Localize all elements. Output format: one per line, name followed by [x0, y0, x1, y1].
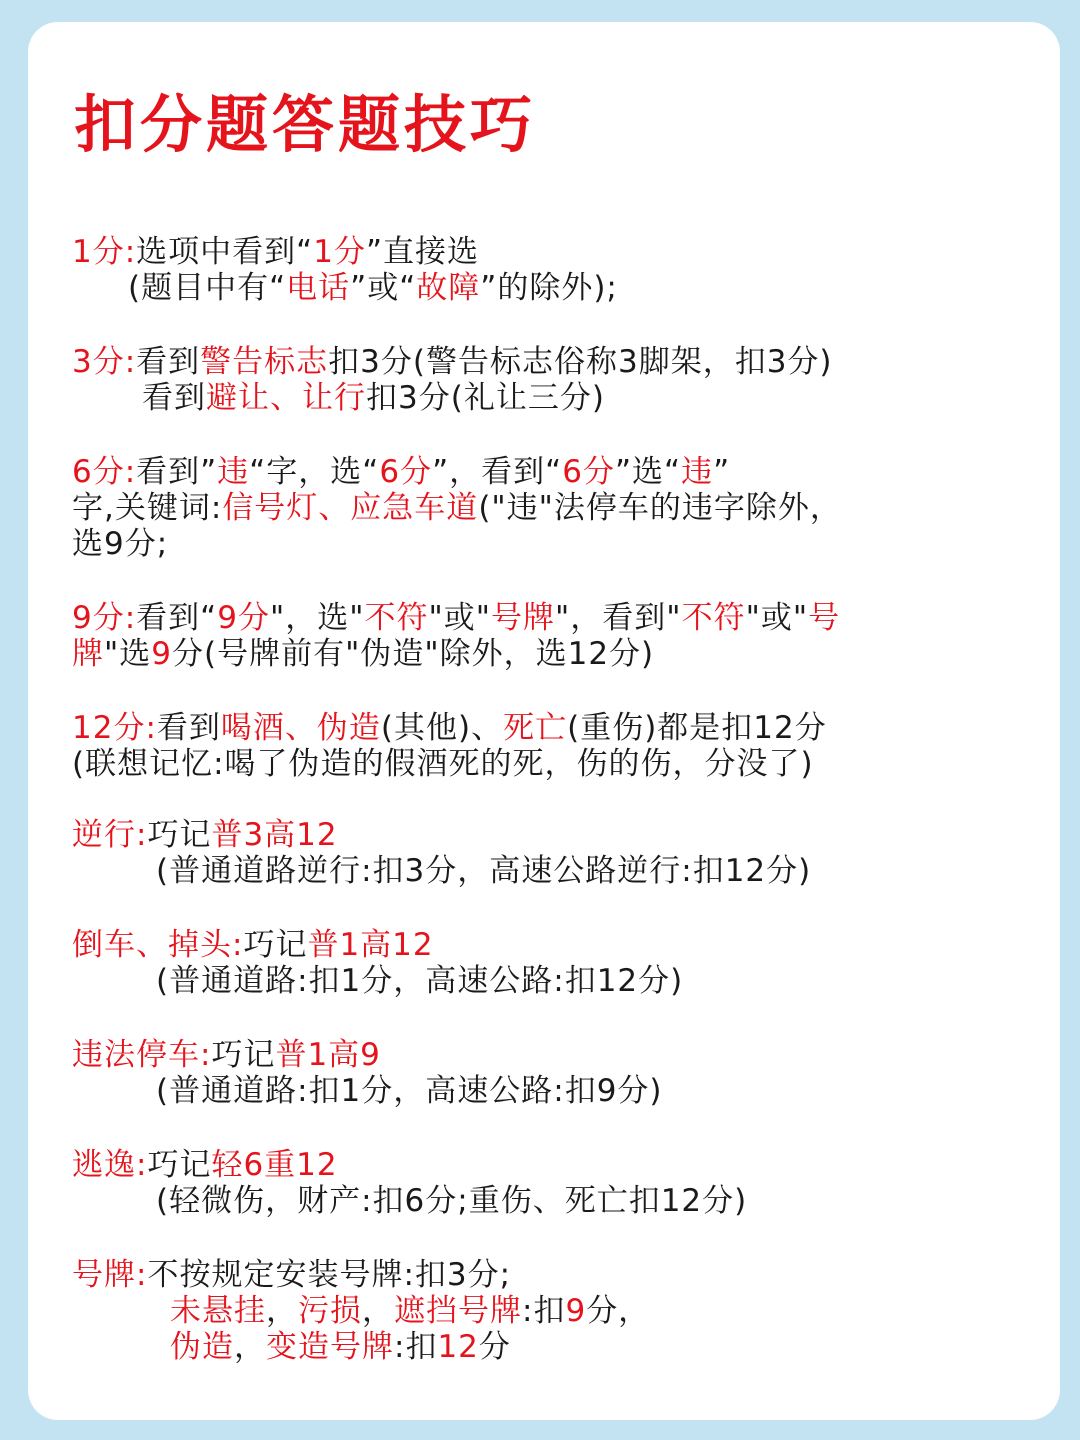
rule-line: [72, 1037, 1024, 1073]
page-title: 扣分题答题技巧: [74, 88, 537, 161]
highlight: 6分: [379, 454, 433, 490]
rule-text: 看到: [142, 380, 206, 416]
rule-12-points: [72, 710, 1024, 782]
rule-text: (重伤)都是扣12分: [567, 710, 827, 746]
rule-text: 分(号牌前有"伪造"除外，选12分): [172, 636, 655, 672]
content-card: [28, 22, 1060, 1420]
highlight: 喝酒、伪造: [220, 710, 381, 746]
rule-label: 逆行:: [72, 817, 148, 853]
highlight: 不符: [364, 600, 429, 636]
highlight: 9: [565, 1293, 587, 1329]
rule-line: [72, 927, 1024, 963]
rule-text: "，选": [269, 600, 365, 636]
highlight: 遮挡号牌: [394, 1293, 522, 1329]
rule-text: 扣3分(警告标志俗称3脚架，扣3分): [328, 344, 833, 380]
highlight: 故障: [416, 270, 481, 306]
rule-line: [72, 710, 1024, 746]
highlight: 违: [217, 454, 250, 490]
rule-text: 巧记: [211, 1037, 276, 1073]
rule-line: (普通道路:扣1分，高速公路:扣9分): [156, 1073, 663, 1109]
rule-line: [72, 1257, 1024, 1293]
rule-text: ”，看到“: [432, 454, 563, 490]
highlight: 普1高12: [307, 927, 434, 963]
rule-9-points: [72, 600, 1024, 672]
highlight: 6分: [562, 454, 615, 490]
highlight: 未悬挂: [170, 1293, 266, 1329]
rule-text: ”选“: [614, 454, 682, 490]
rule-text: ”直接选: [365, 234, 480, 270]
highlight: 死亡: [503, 710, 568, 746]
rule-label: 1分:: [72, 234, 137, 270]
highlight: 9: [151, 636, 172, 672]
rule-license-plate: [72, 1257, 1024, 1365]
rule-text: ("违"法停车的违字除外，: [478, 490, 842, 526]
rule-text: 扣3分(礼让三分): [366, 380, 605, 416]
rule-label: 号牌:: [72, 1257, 148, 1293]
rule-backing-uturn: [72, 927, 1024, 999]
rule-line: [72, 1147, 1024, 1183]
rule-line: [72, 380, 1024, 416]
rule-line: [72, 270, 1024, 306]
rule-text: 巧记: [147, 817, 212, 853]
rule-text: “字，选“: [249, 454, 380, 490]
rule-line: [72, 1329, 1024, 1365]
highlight: 信号灯、应急车道: [222, 490, 479, 526]
highlight: 1分: [313, 234, 366, 270]
rule-label: 9分:: [72, 600, 137, 636]
rule-line: 选9分;: [72, 526, 169, 562]
highlight: 违: [681, 454, 714, 490]
highlight: 普3高12: [211, 817, 338, 853]
rule-3-points: [72, 344, 1024, 416]
rule-line: [72, 490, 1024, 526]
rule-text: ”的除外);: [480, 270, 618, 306]
rule-text: "选: [104, 636, 152, 672]
highlight: 污损: [298, 1293, 362, 1329]
highlight: 号牌: [491, 600, 556, 636]
rule-text: :扣: [522, 1293, 566, 1329]
rule-line: (联想记忆:喝了伪造的假酒死的死，伤的伤，分没了): [72, 746, 814, 782]
rule-text: :扣: [394, 1329, 438, 1365]
rule-text: (题目中有“: [128, 270, 287, 306]
rule-line: (普通道路:扣1分，高速公路:扣12分): [156, 963, 684, 999]
highlight: 牌: [72, 636, 104, 672]
rule-1-point: [72, 234, 1024, 306]
rule-text: ，: [266, 1293, 298, 1329]
highlight: 9分: [217, 600, 270, 636]
rule-label: 6分:: [72, 454, 137, 490]
rule-text: 分，: [586, 1293, 651, 1329]
rule-line: [72, 600, 1024, 636]
rule-line: [72, 636, 1024, 672]
rule-text: ，: [234, 1329, 266, 1365]
rule-text: 选项中看到“: [136, 234, 314, 270]
rule-label: 逃逸:: [72, 1147, 148, 1183]
rule-text: ，: [362, 1293, 394, 1329]
rule-line: [72, 234, 1024, 270]
highlight: 12: [437, 1329, 479, 1365]
rule-text: "或": [428, 600, 492, 636]
rule-reverse-driving: [72, 817, 1024, 889]
rule-text: 巧记: [243, 927, 308, 963]
highlight: 不符: [681, 600, 746, 636]
highlight: 避让、让行: [206, 380, 366, 416]
rule-text: 不按规定安装号牌:扣3分;: [147, 1257, 512, 1293]
rule-line: [72, 817, 1024, 853]
rule-line: (轻微伤，财产:扣6分;重伤、死亡扣12分): [156, 1183, 748, 1219]
rule-text: "或": [745, 600, 809, 636]
rule-text: ”或“: [350, 270, 417, 306]
rule-illegal-parking: [72, 1037, 1024, 1109]
rule-text: 看到: [136, 344, 201, 380]
highlight: 电话: [286, 270, 351, 306]
rule-text: 巧记: [147, 1147, 212, 1183]
rule-line: [72, 454, 1024, 490]
rule-text: 看到”: [136, 454, 218, 490]
rule-label: 3分:: [72, 344, 137, 380]
rule-label: 违法停车:: [72, 1037, 212, 1073]
highlight: 变造号牌: [266, 1329, 394, 1365]
rule-6-points: [72, 454, 1024, 562]
rule-text: 看到“: [136, 600, 218, 636]
highlight: 伪造: [170, 1329, 234, 1365]
rule-text: (其他)、: [380, 710, 504, 746]
rule-text: "，看到": [555, 600, 682, 636]
rule-label: 倒车、掉头:: [72, 927, 244, 963]
rule-hit-and-run: [72, 1147, 1024, 1219]
rule-line: (普通道路逆行:扣3分，高速公路逆行:扣12分): [156, 853, 812, 889]
rule-line: [72, 344, 1024, 380]
highlight: 号: [808, 600, 841, 636]
rule-text: 字,关键词:: [72, 490, 223, 526]
highlight: 警告标志: [200, 344, 329, 380]
highlight: 普1高9: [275, 1037, 381, 1073]
rule-label: 12分:: [72, 710, 157, 746]
highlight: 轻6重12: [211, 1147, 338, 1183]
rule-text: ”: [713, 454, 731, 490]
rule-text: 看到: [156, 710, 221, 746]
rule-text: 分: [478, 1329, 511, 1365]
rule-line: [72, 1293, 1024, 1329]
